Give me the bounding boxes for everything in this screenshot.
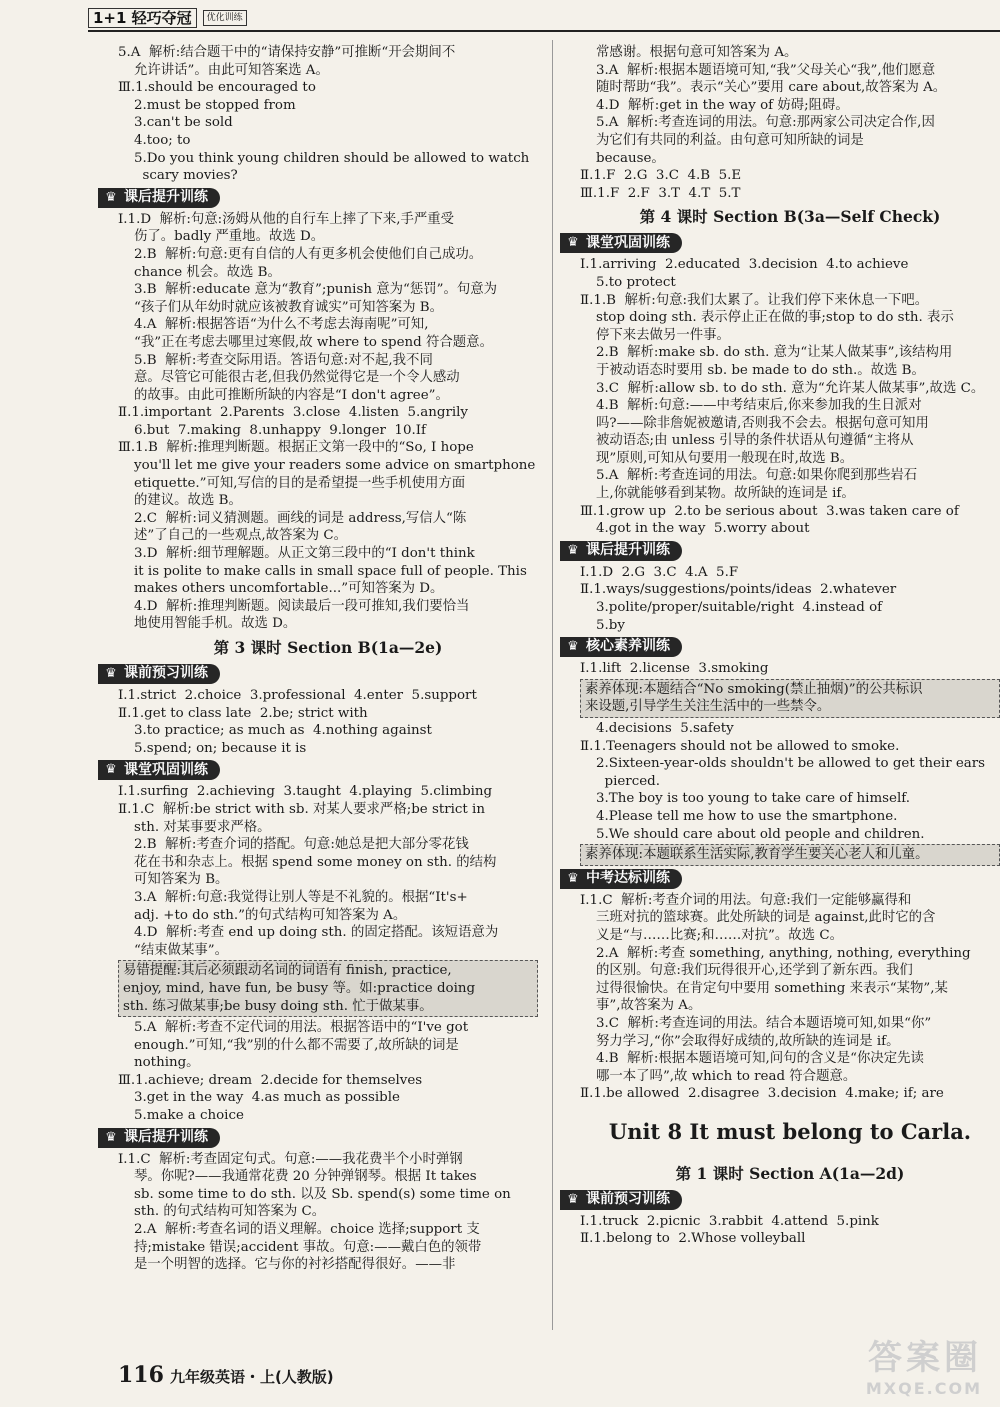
- answer-line: 5.by: [596, 617, 625, 633]
- section-header: [98, 664, 538, 684]
- answer-line: 努力学习,“你”会取得好成绩的,故所缺的连词是 if。: [596, 1033, 900, 1049]
- answer-line: Ⅰ.1.D 解析:句意:汤姆从他的自行车上摔了下来,手严重受: [118, 211, 455, 227]
- answer-line: 3.A 解析:句意:我觉得让别人等是不礼貌的。根据“It's+: [134, 889, 468, 905]
- answer-line: Ⅲ.1.achieve; dream 2.decide for themselves: [118, 1072, 423, 1088]
- answer-line: 3.C 解析:allow sb. to do sth. 意为“允许某人做某事”,故选 C。: [596, 380, 985, 396]
- answer-line: 5.We should care about old people and children.: [596, 826, 925, 842]
- section-header: [560, 541, 1000, 561]
- answer-line: 4.A 解析:根据答语“为什么不考虑去海南呢”可知,: [134, 317, 429, 333]
- section-title: 课后提升训练: [124, 188, 208, 205]
- answer-line: 5.make a choice: [134, 1108, 244, 1124]
- answer-line: Ⅰ.1.lift 2.license 3.smoking: [580, 661, 769, 677]
- answer-line: 哪一本了吗”,故 which to read 符合题意。: [596, 1068, 857, 1084]
- section-header: [98, 1128, 538, 1148]
- answer-line: 2.C 解析:词义猜测题。画线的词是 address,写信人“陈: [134, 510, 467, 526]
- answer-line: 持;mistake 错误;accident 事故。句意:——戴白色的领带: [134, 1239, 482, 1255]
- section-title: 课堂巩固训练: [124, 761, 208, 778]
- answer-line: 是一个明智的选择。它与你的衬衫搭配得很好。——非: [134, 1257, 456, 1273]
- answer-line: 5.spend; on; because it is: [134, 740, 307, 756]
- watermark-url: MXQE.COM: [865, 1379, 982, 1398]
- answer-line: 4.B 解析:根据本题语境可知,问句的含义是“你决定先读: [596, 1051, 924, 1067]
- answer-line: Ⅰ.1.strict 2.choice 3.professional 4.enter 5.support: [118, 688, 477, 703]
- crown-icon: ♛: [567, 235, 579, 251]
- brand-logo: 1+1 轻巧夺冠: [88, 8, 197, 28]
- section-title: 课前预习训练: [586, 1191, 670, 1208]
- section-header: [560, 637, 1000, 657]
- answer-line: 伤了。badly 严重地。故选 D。: [134, 229, 325, 245]
- book-title: 九年级英语・上(人教版): [169, 1368, 334, 1386]
- brand-tag: 优化训练: [203, 10, 247, 26]
- answer-line: 4.got in the way 5.worry about: [596, 521, 810, 537]
- section-title: 中考达标训练: [586, 869, 670, 886]
- answer-line: 2.Sixteen-year-olds shouldn't be allowed to get their ears: [596, 756, 986, 772]
- section-badge: [560, 541, 682, 561]
- answer-line: pierced.: [596, 773, 660, 789]
- answer-line: 5.A 解析:考查连词的用法。句意:如果你爬到那些岩石: [596, 468, 918, 484]
- answer-line: 5.Do you think young children should be allowed to watch: [134, 150, 530, 166]
- section-title: 课后提升训练: [124, 1128, 208, 1145]
- answer-line: 2.A 解析:考查名词的语义理解。choice 选择;support 支: [134, 1222, 480, 1238]
- answer-line: Ⅱ.1.important 2.Parents 3.close 4.listen 5.angrily: [118, 405, 468, 421]
- answer-line: 花在书和杂志上。根据 spend some money on sth. 的结构: [134, 854, 497, 870]
- answer-line: 随时帮助“我”。表示“关心”要用 care about,故答案为 A。: [596, 80, 947, 96]
- answer-line: 4.decisions 5.safety: [596, 721, 734, 736]
- answer-line: stop doing sth. 表示停止正在做的事;stop to do sth. 表示: [596, 310, 954, 326]
- watermark-text: 答案圈: [868, 1338, 982, 1378]
- section-header: [98, 188, 538, 208]
- answer-line: Ⅱ.1.B 解析:句意:我们太累了。让我们停下来休息一下吧。: [580, 292, 929, 308]
- section-title: 课前预习训练: [124, 665, 208, 682]
- section-badge: [560, 1190, 682, 1210]
- answer-line: 2.B 解析:make sb. do sth. 意为“让某人做某事”,该结构用: [596, 345, 953, 361]
- section-badge: [560, 869, 682, 889]
- answer-line: 意。尽管它可能很古老,但我仍然觉得它是一个令人感动: [134, 370, 460, 386]
- answer-line: 地使用智能手机。故选 D。: [134, 616, 297, 632]
- answer-line: 4.D 解析:推理判断题。阅读最后一段可推知,我们要恰当: [134, 598, 470, 614]
- section-title: 课后提升训练: [586, 542, 670, 559]
- answer-line: “结束做某事”。: [134, 942, 229, 958]
- answer-line: 义是“与……比赛;和……对抗”。故选 C。: [596, 927, 843, 943]
- page-footer: [118, 1362, 334, 1388]
- answer-line: Ⅱ.1.get to class late 2.be; strict with: [118, 705, 368, 721]
- answer-line: Ⅱ.1.Teenagers should not be allowed to smoke.: [580, 738, 900, 754]
- answer-line: makes others uncomfortable...”可知答案为 D。: [134, 581, 444, 597]
- answer-line: Ⅰ.1.C 解析:考查固定句式。句意:——我花费半个小时弹钢: [118, 1151, 463, 1167]
- answer-line: Ⅰ.1.surfing 2.achieving 3.taught 4.playing 5.climbing: [118, 784, 493, 800]
- answer-line: 允许讲话”。由此可知答案选 A。: [134, 62, 329, 78]
- answer-line: enough.”可知,“我”别的什么都不需要了,故所缺的词是: [134, 1037, 459, 1053]
- answer-line: sth. 的句式结构可知答案为 C。: [134, 1204, 326, 1220]
- answer-line: Ⅱ.1.be allowed 2.disagree 3.decision 4.make; if; are: [580, 1086, 944, 1102]
- crown-icon: ♛: [567, 1191, 579, 1207]
- lesson-heading: 第 4 课时 Section B(3a—Self Check): [639, 207, 941, 227]
- answer-line: 5.A 解析:结合题干中的“请保持安静”可推断“开会期间不: [118, 45, 456, 60]
- answer-line: 4.B 解析:句意:——中考结束后,你来参加我的生日派对: [596, 398, 922, 414]
- answer-line: 三班对抗的篮球赛。此处所缺的词是 against,此时它的含: [596, 910, 936, 926]
- tip-line: sth. 练习做某事;be busy doing sth. 忙于做某事。: [123, 998, 433, 1014]
- answer-line: 过得很愉快。在肯定句中要用 something 来表示“某物”,某: [596, 980, 948, 996]
- answer-line: 为它们有共同的利益。由句意可知所缺的词是: [596, 132, 864, 148]
- answer-line: 琴。你呢?——我通常花费 20 分钟弹钢琴。根据 It takes: [134, 1169, 477, 1185]
- section-title: 核心素养训练: [586, 638, 670, 655]
- answer-line: “孩子们从年幼时就应该被教育诚实”可知答案为 B。: [134, 299, 443, 315]
- answer-line: 的区别。句意:我们玩得很开心,还学到了新东西。我们: [596, 963, 913, 979]
- answer-line: 4.D 解析:考查 end up doing sth. 的固定搭配。该短语意为: [134, 925, 499, 941]
- tip-box: [580, 679, 1000, 718]
- answer-line: 事”,故答案为 A。: [596, 998, 702, 1014]
- answer-line: 3.B 解析:educate 意为“教育”;punish 意为“惩罚”。句意为: [134, 282, 498, 298]
- answer-line: Ⅰ.1.D 2.G 3.C 4.A 5.F: [580, 564, 739, 580]
- answer-line: 4.Please tell me how to use the smartphone.: [596, 808, 898, 824]
- answer-line: it is polite to make calls in small space full of people. This: [134, 563, 527, 579]
- answer-line: Ⅱ.1.C 解析:be strict with sb. 对某人要求严格;be strict in: [118, 801, 485, 817]
- tip-line: 素养体现:本题结合“No smoking(禁止抽烟)”的公共标识: [585, 681, 923, 697]
- answer-line: sb. some time to do sth. 以及 Sb. spend(s) some time on: [134, 1186, 511, 1202]
- answer-line: Ⅲ.1.B 解析:推理判断题。根据正文第一段中的“So, I hope: [118, 440, 474, 456]
- answer-line: 2.A 解析:考查 something, anything, nothing, everything: [596, 945, 971, 961]
- watermark-logo: [866, 1330, 982, 1398]
- answer-line: Ⅲ.1.grow up 2.to be serious about 3.was taken care of: [580, 503, 959, 519]
- answer-line: Ⅱ.1.belong to 2.Whose volleyball: [580, 1231, 806, 1247]
- answer-line: Ⅰ.1.truck 2.picnic 3.rabbit 4.attend 5.pink: [580, 1213, 879, 1229]
- crown-icon: ♛: [105, 1129, 117, 1145]
- page-number: 116: [118, 1362, 164, 1388]
- answer-line: 3.C 解析:考查连词的用法。结合本题语境可知,如果“你”: [596, 1015, 932, 1031]
- answer-line: 3.can't be sold: [134, 115, 233, 131]
- answer-line: 5.B 解析:考查交际用语。答语句意:对不起,我不同: [134, 352, 433, 368]
- answer-line: 4.too; to: [134, 132, 191, 148]
- section-header: [560, 1190, 1000, 1210]
- answer-line: Ⅲ.1.F 2.F 3.T 4.T 5.T: [580, 185, 741, 201]
- answer-line: 6.but 7.making 8.unhappy 9.longer 10.If: [134, 422, 426, 438]
- crown-icon: ♛: [105, 189, 117, 205]
- answer-line: 现”原则,可知从句要用一般现在时,故选 B。: [596, 450, 854, 466]
- section-badge: [560, 233, 682, 253]
- section-title: 课堂巩固训练: [586, 234, 670, 251]
- right-column: [567, 44, 1000, 1248]
- answer-line: 的建议。故选 B。: [134, 493, 242, 509]
- tip-box: [580, 844, 1000, 866]
- section-badge: [560, 637, 682, 657]
- answer-line: Ⅱ.1.F 2.G 3.C 4.B 5.E: [580, 168, 742, 184]
- section-badge: [98, 760, 220, 780]
- header-rule: [88, 30, 1000, 32]
- crown-icon: ♛: [567, 870, 579, 886]
- answer-line: Ⅰ.1.C 解析:考查介词的用法。句意:我们一定能够赢得和: [580, 892, 912, 908]
- answer-line: nothing。: [134, 1055, 200, 1071]
- answer-line: 于被动语态时要用 sb. be made to do sth.。故选 B。: [596, 362, 925, 378]
- left-column: [105, 44, 538, 1274]
- lesson-heading: 第 1 课时 Section A(1a—2d): [675, 1163, 905, 1183]
- section-badge: [98, 188, 220, 208]
- answer-line: 2.must be stopped from: [134, 97, 296, 113]
- tip-line: enjoy, mind, have fun, be busy 等。如:practice doing: [123, 980, 476, 996]
- answer-line: sth. 对某事要求严格。: [134, 819, 271, 835]
- answer-line: because。: [596, 150, 665, 166]
- tip-line: 易错提醒:其后必须跟动名词的词语有 finish, practice,: [123, 963, 452, 979]
- crown-icon: ♛: [105, 762, 117, 778]
- answer-line: 3.D 解析:细节理解题。从正文第三段中的“I don't think: [134, 546, 475, 562]
- tip-box: [118, 960, 538, 1017]
- answer-line: etiquette.”可知,写信的目的是希望提一些手机使用方面: [134, 475, 466, 491]
- answer-line: 的故事。由此可推断所缺的内容是“I don't agree”。: [134, 387, 449, 403]
- crown-icon: ♛: [105, 666, 117, 681]
- column-divider: [552, 40, 553, 1330]
- answer-line: chance 机会。故选 B。: [134, 264, 281, 280]
- answer-line: 吗?——除非詹妮被邀请,否则我不会去。根据句意可知用: [596, 415, 929, 431]
- answer-line: adj. +to do sth.”的句式结构可知答案为 A。: [134, 907, 407, 923]
- unit-heading: Unit 8 It must belong to Carla.: [608, 1118, 972, 1144]
- lesson-heading: 第 3 课时 Section B(1a—2e): [213, 638, 443, 657]
- answer-line: Ⅰ.1.arriving 2.educated 3.decision 4.to achieve: [580, 257, 909, 273]
- section-badge: [98, 664, 220, 684]
- answer-line: “我”正在考虑去哪里过寒假,故 where to spend 符合题意。: [134, 334, 493, 350]
- answer-line: 3.A 解析:根据本题语境可知,“我”父母关心“我”,他们愿意: [596, 62, 936, 78]
- answer-line: 可知答案为 B。: [134, 872, 229, 888]
- answer-line: 5.A 解析:考查不定代词的用法。根据答语中的“I've got: [134, 1020, 469, 1036]
- answer-line: 5.to protect: [596, 274, 676, 290]
- answer-line: 3.to practice; as much as 4.nothing against: [134, 723, 432, 739]
- answer-line: scary movies?: [134, 168, 238, 184]
- answer-line: 上,你就能够看到某物。故所缺的连词是 if。: [596, 486, 855, 502]
- answer-line: 3.get in the way 4.as much as possible: [134, 1090, 400, 1106]
- answer-line: 5.A 解析:考查连词的用法。句意:那两家公司决定合作,因: [596, 115, 935, 131]
- answer-line: 常感谢。根据句意可知答案为 A。: [596, 45, 798, 60]
- section-header: [560, 869, 1000, 889]
- answer-line: 2.B 解析:考查介词的搭配。句意:她总是把大部分零花钱: [134, 837, 469, 853]
- section-header: [560, 233, 1000, 253]
- answer-line: 停下来去做另一件事。: [596, 327, 730, 343]
- answer-line: you'll let me give your readers some advice on smartphone: [134, 458, 536, 474]
- answer-line: 被动语态;由 unless 引导的条件状语从句遵循“主将从: [596, 433, 914, 449]
- section-badge: [98, 1128, 220, 1148]
- answer-line: 述”了自己的一些观点,故答案为 C。: [134, 528, 348, 544]
- answer-line: 2.B 解析:句意:更有自信的人有更多机会使他们自己成功。: [134, 246, 483, 262]
- crown-icon: ♛: [567, 542, 579, 558]
- answer-line: Ⅱ.1.ways/suggestions/points/ideas 2.whatever: [580, 582, 897, 598]
- crown-icon: ♛: [567, 639, 579, 655]
- answer-line: Ⅲ.1.should be encouraged to: [118, 80, 316, 96]
- tip-line: 素养体现:本题联系生活实际,教育学生要关心老人和儿童。: [585, 847, 929, 863]
- page-header: [88, 4, 247, 32]
- answer-line: 4.D 解析:get in the way of 妨碍;阻碍。: [596, 97, 849, 113]
- section-header: [98, 760, 538, 780]
- answer-line: 3.The boy is too young to take care of himself.: [596, 791, 910, 807]
- tip-line: 来设题,引导学生关注生活中的一些禁令。: [585, 699, 831, 715]
- answer-line: 3.polite/proper/suitable/right 4.instead of: [596, 600, 883, 616]
